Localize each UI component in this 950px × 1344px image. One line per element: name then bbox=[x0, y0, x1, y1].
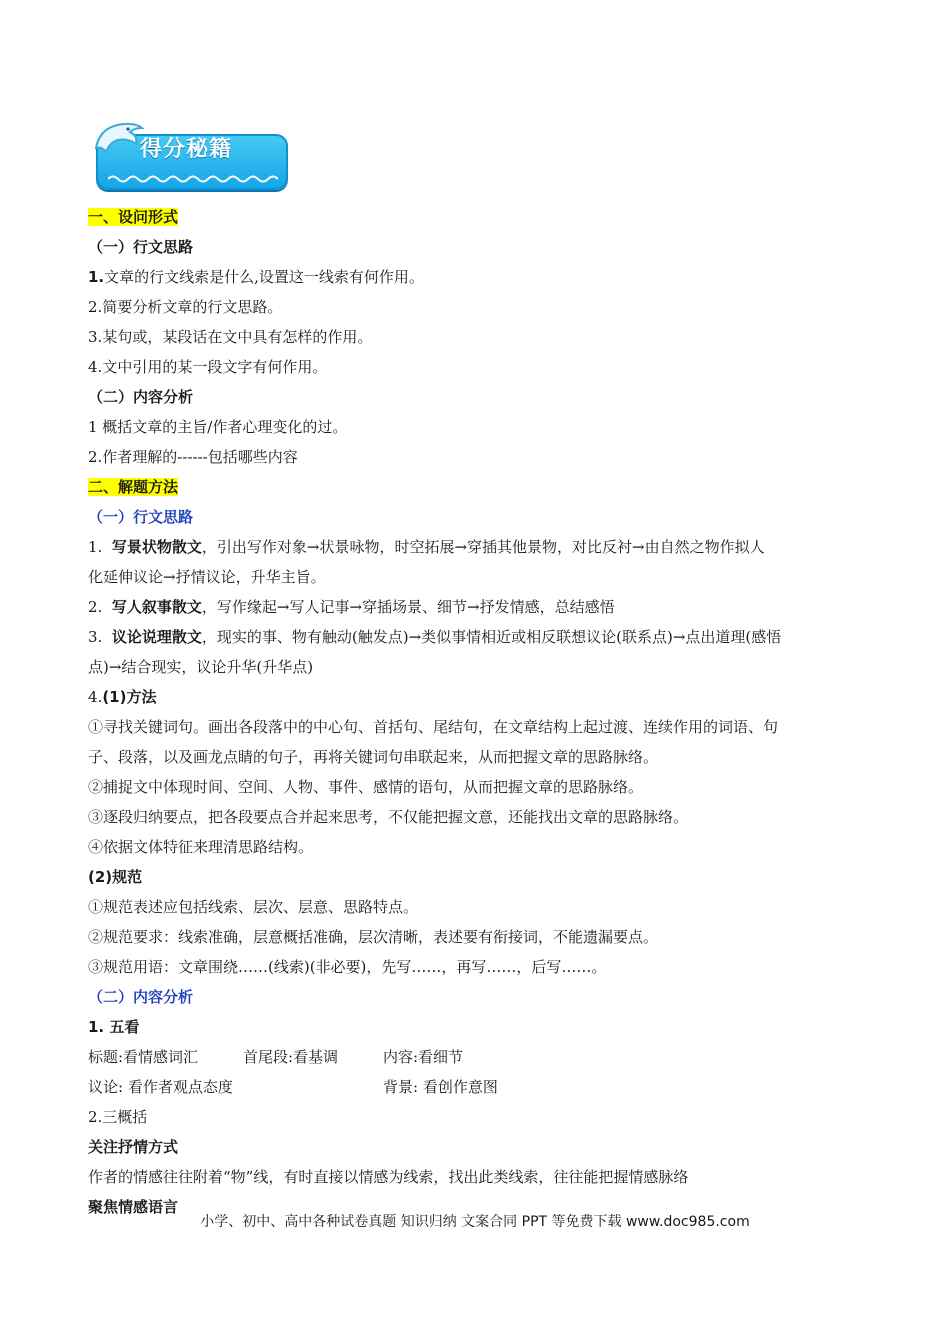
focus1-title: 关注抒情方式 bbox=[88, 1138, 179, 1156]
method-item-continued: 子、段落，以及画龙点睛的句子，再将关键词句串联起来，从而把握文章的思路脉络。 bbox=[88, 748, 659, 766]
norm-item: ③规范用语：文章围绕……(线索)(非必要)，先写……，再写……，后写……。 bbox=[88, 958, 607, 976]
list-item: 4.文中引用的某一段文字有何作用。 bbox=[88, 358, 328, 376]
list-item: 1 概括文章的主旨/作者心理变化的过。 bbox=[88, 418, 348, 436]
list-item: 1. 写景状物散文，引出写作对象→状景咏物，时空拓展→穿插其他景物，对比反衬→由自然之物作拟人 bbox=[88, 538, 765, 556]
norm-item: ②规范要求：线索准确，层意概括准确，层次清晰，表述要有衔接词，不能遗漏要点。 bbox=[88, 928, 659, 946]
list-item-continued: 点)→结合现实，议论升华(升华点) bbox=[88, 658, 314, 676]
section2-sub1-title: （一）行文思路 bbox=[88, 508, 194, 526]
section1-sub2-title: （二）内容分析 bbox=[88, 388, 194, 406]
five-row bbox=[88, 1042, 868, 1072]
focus1-text: 作者的情感往往附着“物”线，有时直接以情感为线索，找出此类线索，往往能把握情感脉络 bbox=[88, 1168, 689, 1186]
list-item: 2.简要分析文章的行文思路。 bbox=[88, 298, 283, 316]
section1-sub1-title: （一）行文思路 bbox=[88, 238, 194, 256]
section-banner bbox=[90, 118, 290, 196]
list-item: 3.某句或，某段话在文中具有怎样的作用。 bbox=[88, 328, 373, 346]
method-item: ①寻找关键词句。画出各段落中的中心句、首括句、尾结句，在文章结构上起过渡、连续作用的词语、句 bbox=[88, 718, 779, 736]
section2-sub2-title: （二）内容分析 bbox=[88, 988, 194, 1006]
method-item: ③逐段归纳要点，把各段要点合并起来思考，不仅能把握文意，还能找出文章的思路脉络。 bbox=[88, 808, 689, 826]
five-cell: 背景: 看创作意图 bbox=[383, 1078, 498, 1096]
five-cell: 首尾段:看基调 bbox=[243, 1048, 339, 1066]
focus2-title: 聚焦情感语言 bbox=[88, 1198, 179, 1216]
wave-decoration bbox=[108, 174, 278, 184]
main-content bbox=[88, 202, 868, 1222]
list-item: 2. 写人叙事散文，写作缘起→写人记事→穿插场景、细节→抒发情感，总结感悟 bbox=[88, 598, 615, 616]
five-row bbox=[88, 1072, 868, 1102]
five-title: 1. 五看 bbox=[88, 1018, 140, 1036]
norm-title: (2)规范 bbox=[88, 868, 143, 886]
method-title: 4.(1)方法 bbox=[88, 688, 157, 706]
section2-heading: 二、解题方法 bbox=[88, 478, 179, 496]
list-item: 1.文章的行文线索是什么,设置这一线索有何作用。 bbox=[88, 268, 424, 286]
list-item: 2.作者理解的------包括哪些内容 bbox=[88, 448, 298, 466]
method-item: ②捕捉文中体现时间、空间、人物、事件、感情的语句，从而把握文章的思路脉络。 bbox=[88, 778, 644, 796]
five-cell: 标题:看情感词汇 bbox=[88, 1048, 199, 1066]
banner-title: 得分秘籍 bbox=[140, 137, 233, 162]
norm-item: ①规范表述应包括线索、层次、层意、思路特点。 bbox=[88, 898, 419, 916]
three-title: 2.三概括 bbox=[88, 1108, 148, 1126]
section1-heading: 一、设问形式 bbox=[88, 208, 179, 226]
five-cell: 内容:看细节 bbox=[383, 1048, 464, 1066]
page-footer: 小学、初中、高中各种试卷真题 知识归纳 文案合同 PPT 等免费下载 www.doc985.com bbox=[200, 1214, 750, 1230]
list-item-continued: 化延伸议论→抒情议论，升华主旨。 bbox=[88, 568, 326, 586]
five-cell: 议论: 看作者观点态度 bbox=[88, 1078, 233, 1096]
list-item: 3. 议论说理散文，现实的事、物有触动(触发点)→类似事情相近或相反联想议论(联系点)→点出道理(感悟 bbox=[88, 628, 782, 646]
method-item: ④依据文体特征来理清思路结构。 bbox=[88, 838, 314, 856]
